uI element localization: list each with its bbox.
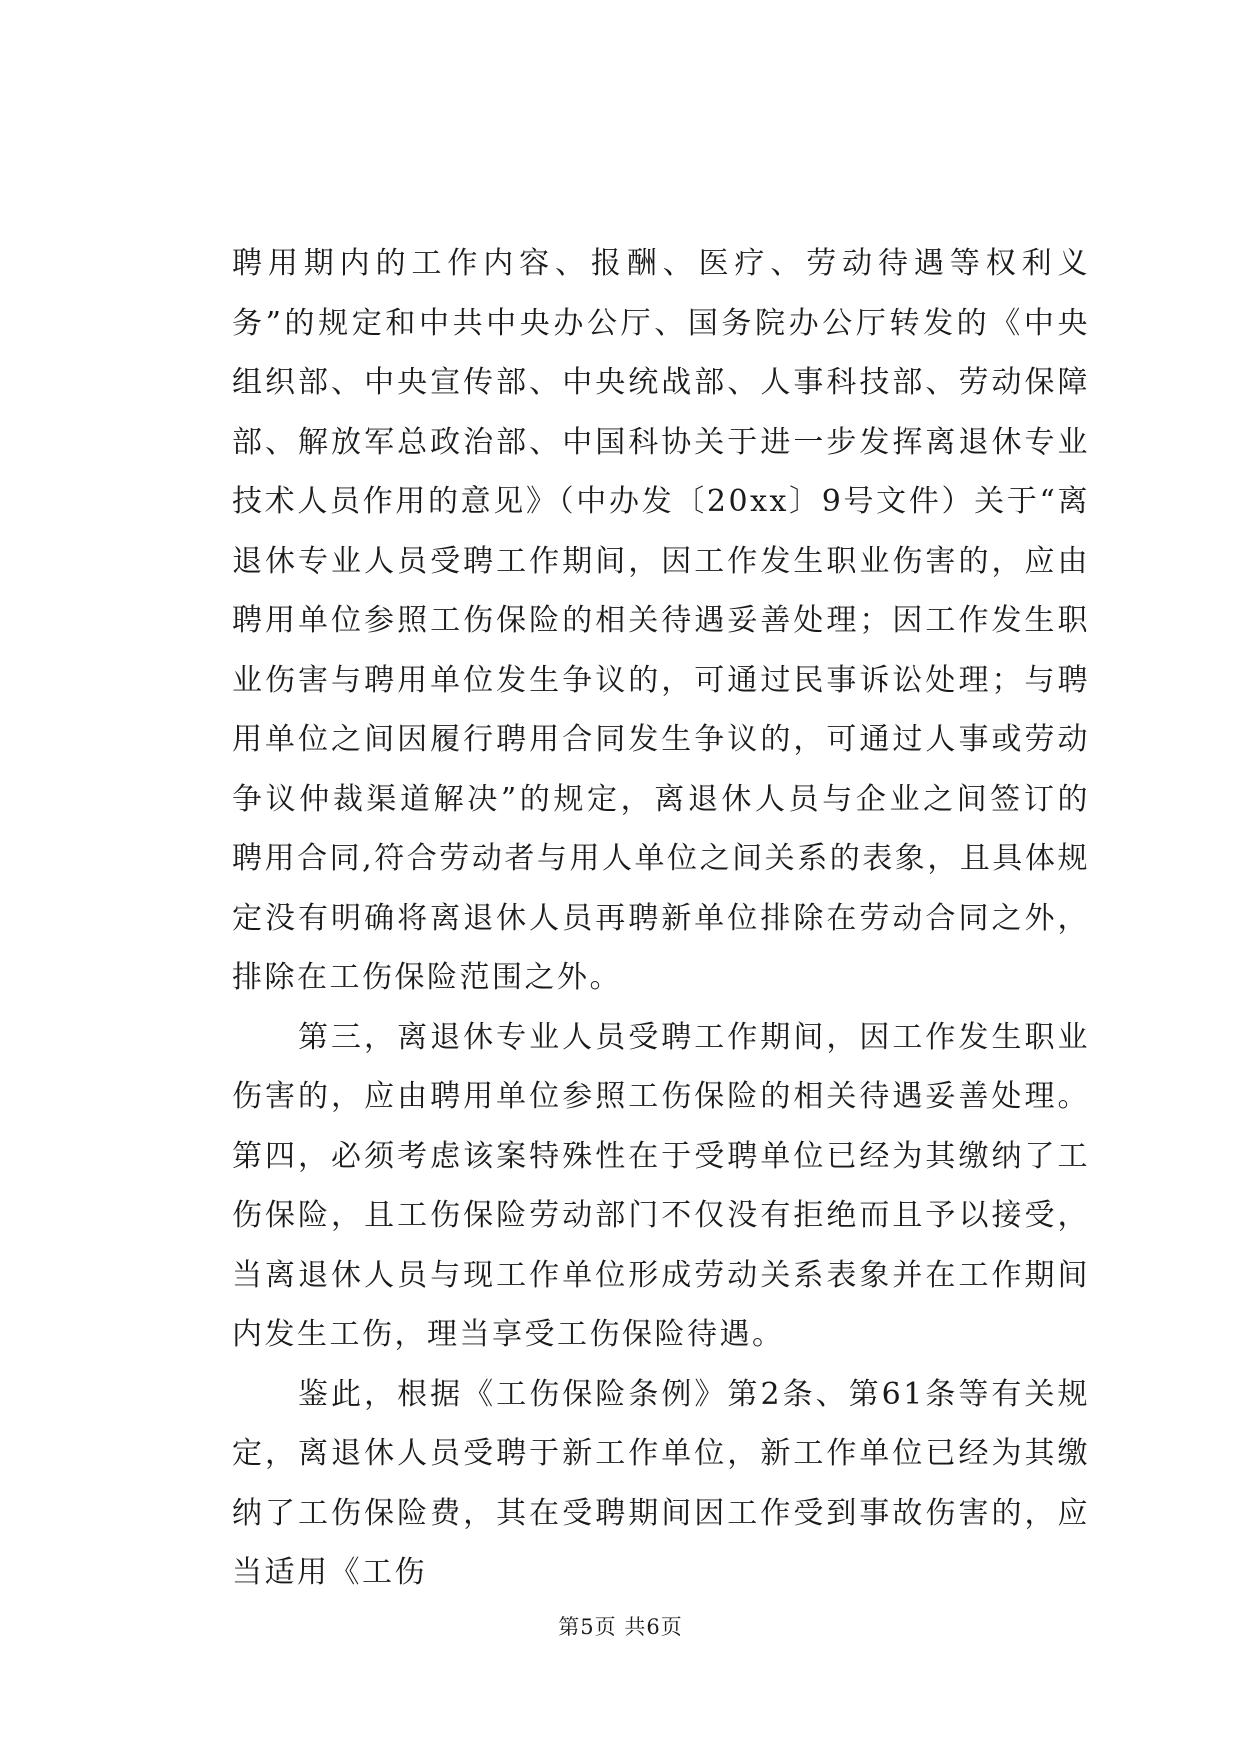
paragraph-third-fourth-points: 第三，离退休专业人员受聘工作期间，因工作发生职业伤害的，应由聘用单位参照工伤保险的相关待遇妥善处理。第四，必须考虑该案特殊性在于受聘单位已经为其缴纳了工伤保险，且工伤保险劳动部门不仅没有拒绝而且予以接受，当离退休人员与现工作单位形成劳动关系表象并在工作期间内发生工伤，理当享受工伤保险待遇。 <box>232 1019 1090 1352</box>
body-text <box>232 234 1090 1603</box>
page-footer <box>0 1612 1241 1642</box>
paragraph-continuation: 聘用期内的工作内容、报酬、医疗、劳动待遇等权利义务”的规定和中共中央办公厅、国务院办公厅转发的《中央组织部、中央宣传部、中央统战部、人事科技部、劳动保障部、解放军总政治部、中国科协关于进一步发挥离退休专业技术人员作用的意见》（中办发〔20xx〕9号文件）关于“离退休专业人员受聘工作期间，因工作发生职业伤害的，应由聘用单位参照工伤保险的相关待遇妥善处理；因工作发生职业伤害与聘用单位发生争议的，可通过民事诉讼处理；与聘用单位之间因履行聘用合同发生争议的，可通过人事或劳动争议仲裁渠道解决”的规定，离退休人员与企业之间签订的聘用合同,符合劳动者与用人单位之间关系的表象，且具体规定没有明确将离退休人员再聘新单位排除在劳动合同之外，排除在工伤保险范围之外。 <box>232 246 1090 995</box>
page-number-label: 第5页 共6页 <box>558 1615 683 1639</box>
paragraph-conclusion: 鉴此，根据《工伤保险条例》第2条、第61条等有关规定，离退休人员受聘于新工作单位，新工作单位已经为其缴纳了工伤保险费，其在受聘期间因工作受到事故伤害的，应当适用《工伤 <box>232 1376 1090 1590</box>
